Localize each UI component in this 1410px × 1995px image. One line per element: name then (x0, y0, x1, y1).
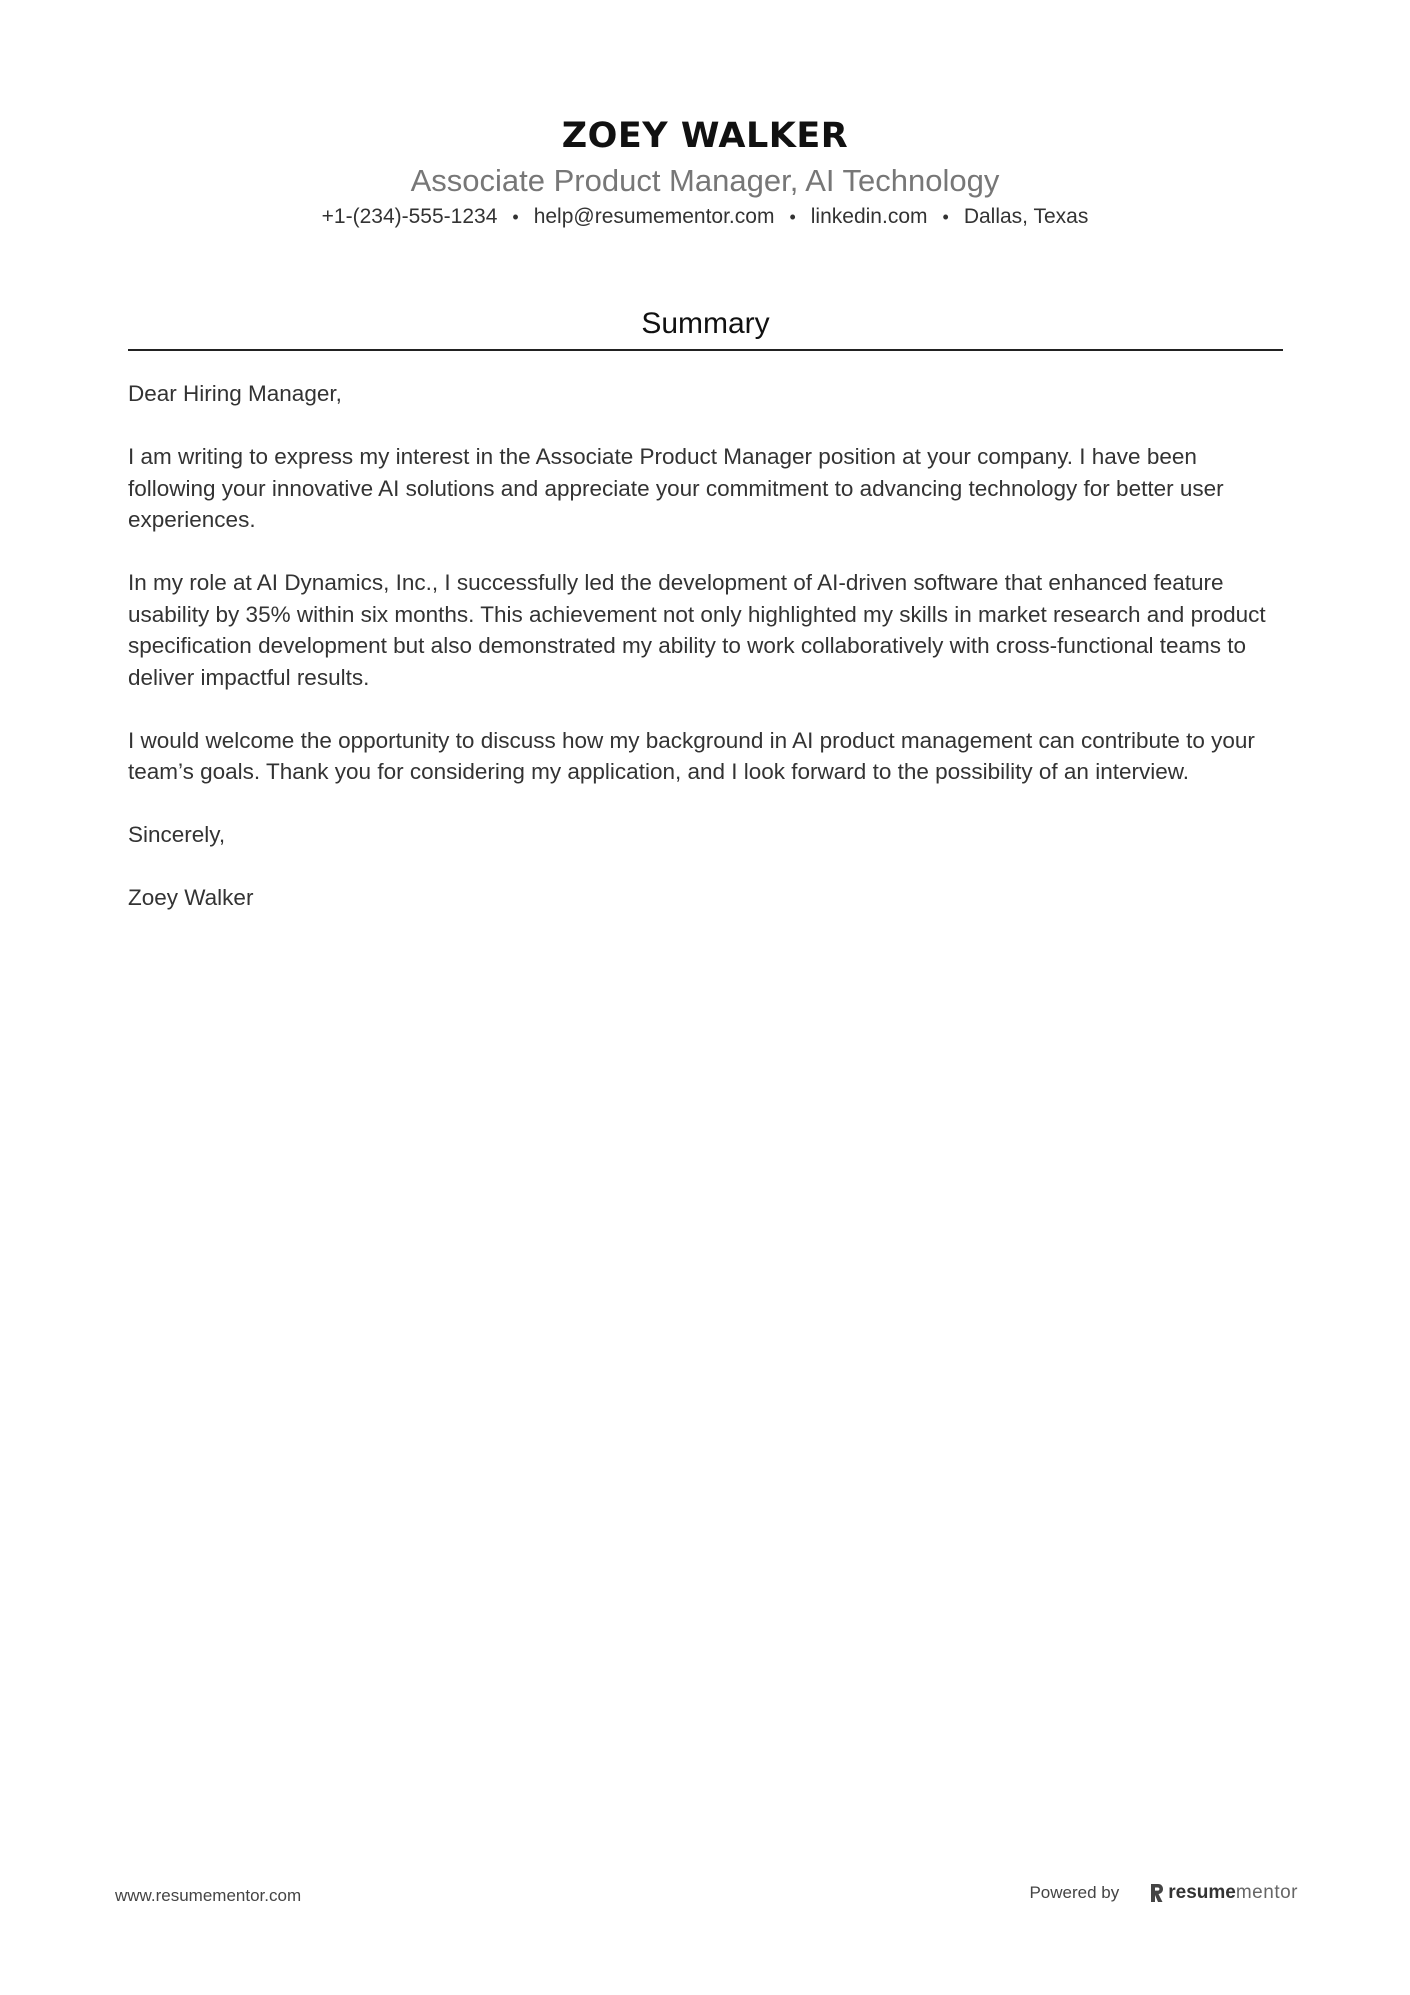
contact-separator: • (789, 207, 796, 227)
brand-name-bold: resume (1168, 1882, 1236, 1903)
letter-paragraph: I would welcome the opportunity to discuss how my background in AI product management can contribute to your team’s goals. Thank you for considering my application, and I look forward to the possibility of an interview. (128, 727, 1255, 784)
contact-line (0, 202, 1410, 232)
footer-website: www.resumementor.com (115, 1886, 302, 1905)
contact-linkedin: linkedin.com (810, 205, 928, 228)
resumementor-logo-icon (1149, 1882, 1164, 1904)
brand-name-light: mentor (1235, 1882, 1298, 1903)
signature: Zoey Walker (128, 885, 254, 910)
contact-location: Dallas, Texas (963, 205, 1089, 228)
section-divider (128, 349, 1283, 351)
brand-logo (1149, 1882, 1298, 1904)
letter-paragraph: In my role at AI Dynamics, Inc., I successfully led the development of AI-driven software that enhanced feature usability by 35% within six months. This achievement not only highlighted my skills in market research and product specification development but also demonstrated my ability to work collaboratively with cross-functional teams to deliver impactful results. (128, 570, 1266, 690)
contact-separator: • (942, 207, 949, 227)
header (0, 112, 1410, 232)
candidate-title: Associate Product Manager, AI Technology (410, 163, 1000, 198)
footer-branding (1029, 1882, 1298, 1904)
powered-by-label: Powered by (1029, 1883, 1120, 1902)
contact-email: help@resumementor.com (533, 205, 775, 228)
letter-body (128, 378, 1288, 945)
letter-paragraph: I am writing to express my interest in the Associate Product Manager position at your company. I have been following your innovative AI solutions and appreciate your commitment to advancing technology for better user experiences. (128, 444, 1224, 532)
closing: Sincerely, (128, 822, 226, 847)
section-title: Summary (641, 307, 770, 340)
contact-phone: +1-(234)-555-1234 (321, 205, 498, 228)
candidate-name: ZOEY WALKER (561, 116, 849, 156)
contact-separator: • (512, 207, 519, 227)
salutation: Dear Hiring Manager, (128, 381, 342, 406)
